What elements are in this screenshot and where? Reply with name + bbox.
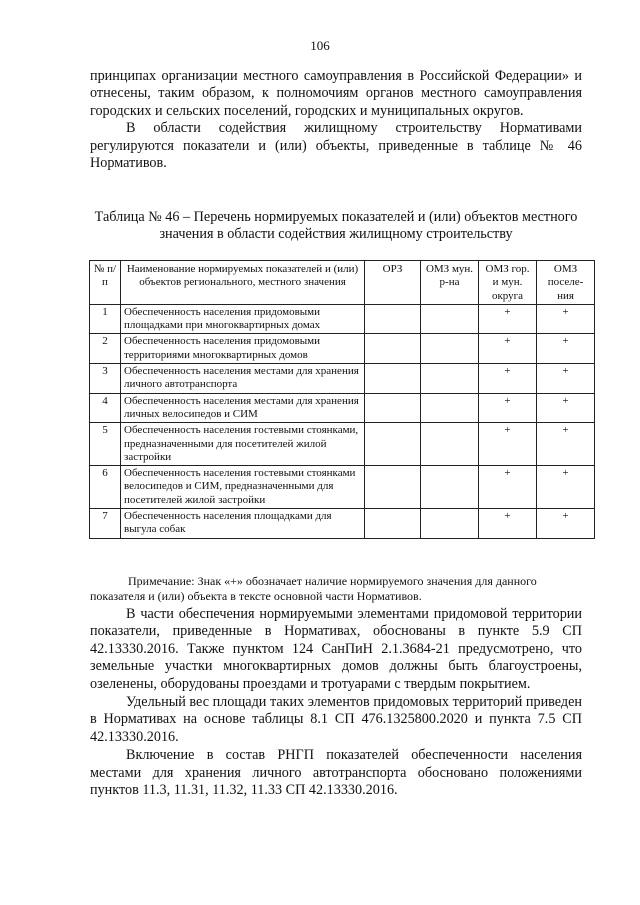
row-omz-pos: + [537,509,595,539]
paragraph: принципах организации местного самоуправления в Российской Федерации» и отнесены, таким образом, к полномочиям органов местного самоуправления городских и сельских поселений, городских и муниципальных округов. [90,68,582,119]
body-text [90,606,582,799]
row-name: Обеспеченность населения придомовыми площадками при многоквартирных домах [121,304,365,334]
row-name: Обеспеченность населения гостевыми стоянками, предназначенными для посетителей жилой застройки [121,423,365,466]
row-orz [365,393,421,423]
row-omz-mr [421,466,479,509]
row-orz [365,304,421,334]
row-omz-mr [421,393,479,423]
row-num: 4 [90,393,121,423]
row-omz-go: + [479,364,537,394]
header-num: № п/п [90,261,121,305]
intro-text [90,68,582,172]
row-num: 6 [90,466,121,509]
header-omz-mr: ОМЗ мун. р-на [421,261,479,305]
row-omz-go: + [479,334,537,364]
paragraph: В области содействия жилищному строительству Нормативами регулируются показатели и (или) объекты, приведенные в таблице № 46 Нормативов. [90,120,582,172]
header-name: Наименование нормируемых показателей и (или) объектов регионального, местного значения [121,261,365,305]
row-omz-mr [421,423,479,466]
note-text: Примечание: Знак «+» обозначает наличие нормируемого значения для данного показателя и (или) объекта в тексте основной части Нормативов. [90,574,537,603]
row-omz-pos: + [537,423,595,466]
table-header-row [90,261,595,305]
row-orz [365,423,421,466]
table-row [90,393,595,423]
row-num: 1 [90,304,121,334]
table-row [90,334,595,364]
row-omz-go: + [479,466,537,509]
row-orz [365,364,421,394]
row-num: 7 [90,509,121,539]
row-omz-mr [421,364,479,394]
row-omz-go: + [479,304,537,334]
row-name: Обеспеченность населения гостевыми стоянками велосипедов и СИМ, предназначенными для посетителей жилой застройки [121,466,365,509]
paragraph: В части обеспечения нормируемыми элементами придомовой территории показатели, приведенные в Нормативах, обоснованы в пункте 5.9 СП 42.13330.2016. Также пунктом 124 СанПиН 2.1.3684-21 предусмотрено, что земельные участки многоквартирных домов должны быть благоустроены, озеленены, оборудованы проездами и тротуарами с твердым покрытием. [90,606,582,692]
table-row [90,509,595,539]
row-omz-mr [421,304,479,334]
row-num: 5 [90,423,121,466]
row-omz-pos: + [537,466,595,509]
row-omz-mr [421,509,479,539]
paragraph: Включение в состав РНГП показателей обеспеченности населения местами для хранения личного автотранспорта обосновано положениями пунктов 11.3, 11.31, 11.32, 11.33 СП 42.13330.2016. [90,747,582,799]
row-orz [365,466,421,509]
row-orz [365,334,421,364]
row-name: Обеспеченность населения площадками для выгула собак [121,509,365,539]
row-omz-go: + [479,393,537,423]
row-omz-go: + [479,423,537,466]
table-row [90,423,595,466]
row-name: Обеспеченность населения местами для хранения личных велосипедов и СИМ [121,393,365,423]
paragraph: Удельный вес площади таких элементов придомовых территорий приведен в Нормативах на основе таблицы 8.1 СП 476.1325800.2020 и пункта 7.5 СП 42.13330.2016. [90,694,582,745]
row-orz [365,509,421,539]
row-name: Обеспеченность населения местами для хранения личного автотранспорта [121,364,365,394]
row-num: 3 [90,364,121,394]
table-row [90,364,595,394]
row-omz-pos: + [537,393,595,423]
table-row [90,304,595,334]
header-omz-go: ОМЗ гор. и мун. округа [479,261,537,305]
table-note [90,574,582,603]
table-row [90,466,595,509]
row-omz-pos: + [537,334,595,364]
header-orz: ОРЗ [365,261,421,305]
row-name: Обеспеченность населения придомовыми территориями многоквартирных домов [121,334,365,364]
table-caption: Таблица № 46 – Перечень нормируемых показателей и (или) объектов местного значения в области содействия жилищному строительству [94,209,578,243]
row-omz-mr [421,334,479,364]
header-omz-pos: ОМЗ поселе-ния [537,261,595,305]
row-omz-pos: + [537,304,595,334]
row-num: 2 [90,334,121,364]
row-omz-pos: + [537,364,595,394]
row-omz-go: + [479,509,537,539]
page-number: 106 [310,38,330,53]
norms-table [89,260,595,539]
